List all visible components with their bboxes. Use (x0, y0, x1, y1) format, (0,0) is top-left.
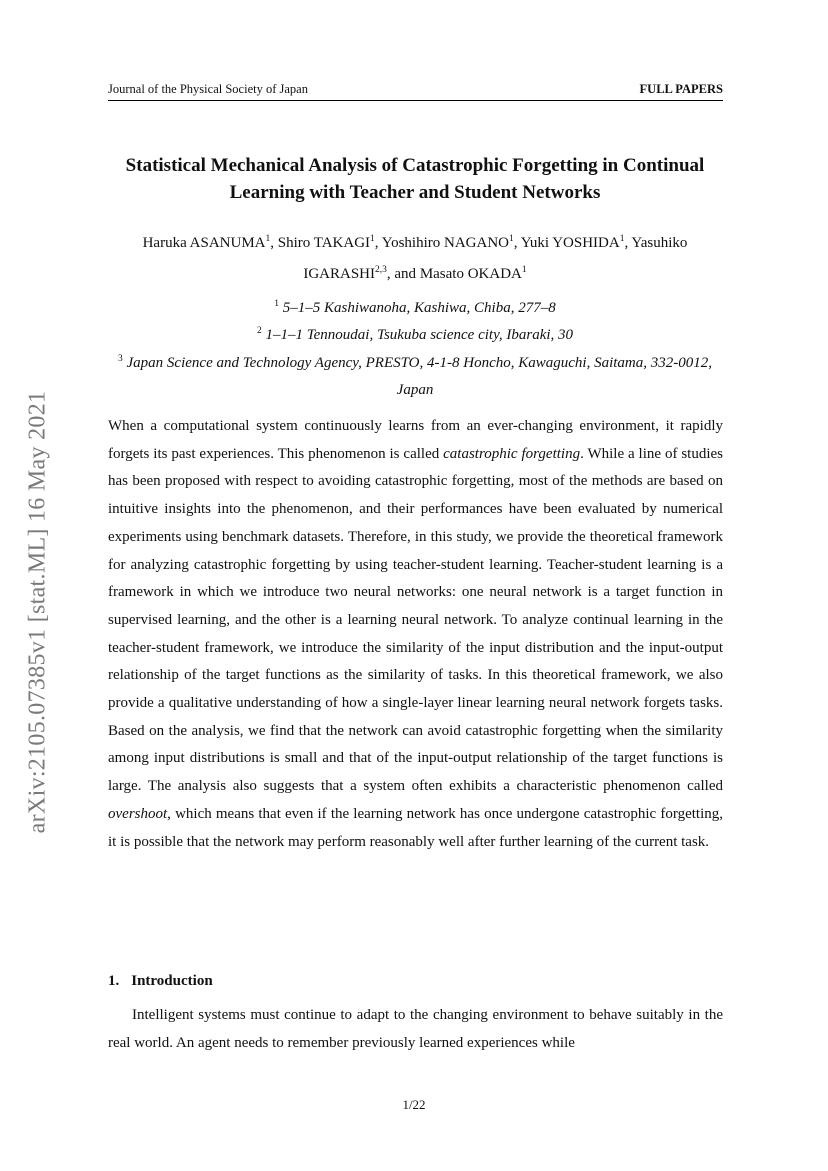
abstract-text: When a computational system continuously learns from an ever-changing environment, it rapidly forgets its past experiences. This phenomenon is called (108, 418, 723, 462)
author-list: Haruka ASANUMA$^1$, Shiro TAKAGI$^1$, Yoshihiro NAGANO$^1$, Yuki YOSHIDA$^1$, Yasuhiko IGARASHI$^{2,3}$, and Masato OKADA$^1$ (142, 234, 688, 282)
affiliation-text: Japan Science and Technology Agency, PRESTO, 4-1-8 Honcho, Kawaguchi, Saitama, 332-0012, Japan (126, 355, 712, 398)
header-rule (108, 100, 723, 101)
affiliation-mark: 2 (256, 326, 262, 336)
affiliation-2 (100, 318, 730, 349)
paper-title: Statistical Mechanical Analysis of Catastrophic Forgetting in Continual Learning with Teacher and Student Networks (125, 155, 705, 203)
section-number: 1. (108, 973, 120, 989)
author-affiliation-mark: 1 (265, 234, 271, 244)
affiliation-text: 5–1–5 Kashiwanoha, Kashiwa, Chiba, 277–8 (282, 300, 556, 316)
arxiv-stamp: arXiv:2105.07385v1 [stat.ML] 16 May 2021 (24, 390, 51, 834)
running-header (108, 82, 723, 97)
author-conjunction: and (394, 266, 417, 282)
abstract-text: , which means that even if the learning network has once undergone catastrophic forgetting, it is possible that the network may perform reasonably well after further learning of the current task. (108, 805, 723, 850)
paper-type: FULL PAPERS (639, 82, 723, 96)
author-affiliation-mark: 1 (508, 234, 514, 244)
author-name: Shiro TAKAGI (277, 235, 371, 251)
author-name: Masato OKADA (419, 266, 522, 282)
author-affiliation-mark: 2,3 (375, 265, 387, 275)
author-name: Yuki YOSHIDA (520, 235, 620, 251)
section-heading (108, 973, 213, 990)
affiliation-mark: 3 (118, 354, 123, 364)
intro-paragraph: Intelligent systems must continue to adapt to the changing environment to behave suitably in the real world. An agent needs to remember previously learned experiences while (108, 1007, 723, 1051)
author-affiliation-mark: 1 (521, 265, 527, 275)
abstract-emphasis: overshoot (108, 805, 168, 822)
author-affiliation-mark: 1 (370, 234, 375, 244)
author-name: Yasuhiko IGARASHI (303, 235, 688, 282)
abstract (108, 413, 723, 856)
author-name: Yoshihiro NAGANO (381, 235, 509, 251)
affiliation-mark: 1 (274, 299, 280, 309)
section-title: Introduction (131, 973, 213, 989)
author-affiliation-mark: 1 (619, 234, 625, 244)
abstract-text: . While a line of studies has been proposed with respect to avoiding catastrophic forgetting, most of the methods are based on intuitive insights into the phenomenon, and their performances have been evaluated by numerical experiments using benchmark datasets. Therefore, in this study, we provide the theoretical framework for analyzing catastrophic forgetting by using teacher-student learning. Teacher-student learning is a framework in which we introduce two neural networks: one neural network is a target function in supervised learning, and the other is a learning neural network. To analyze continual learning in the teacher-student framework, we introduce the similarity of the input distribution and the input-output relationship of the target functions as the similarity of tasks. In this theoretical framework, we also provide a qualitative understanding of how a single-layer linear learning neural network forgets tasks. Based on the analysis, we find that the network can avoid catastrophic forgetting when the similarity among input distributions is small and that of the input-output relationship of the target functions is large. The analysis also suggests that a system often exhibits a characteristic phenomenon called (108, 445, 724, 795)
page-number: 1/22 (402, 1097, 426, 1112)
abstract-emphasis: catastrophic forgetting (443, 445, 581, 462)
author-name: Haruka ASANUMA (142, 235, 266, 251)
affiliation-3 (100, 346, 730, 404)
journal-name: Journal of the Physical Society of Japan (108, 82, 308, 96)
affiliation-text: 1–1–1 Tennoudai, Tsukuba science city, Ibaraki, 30 (265, 327, 574, 343)
